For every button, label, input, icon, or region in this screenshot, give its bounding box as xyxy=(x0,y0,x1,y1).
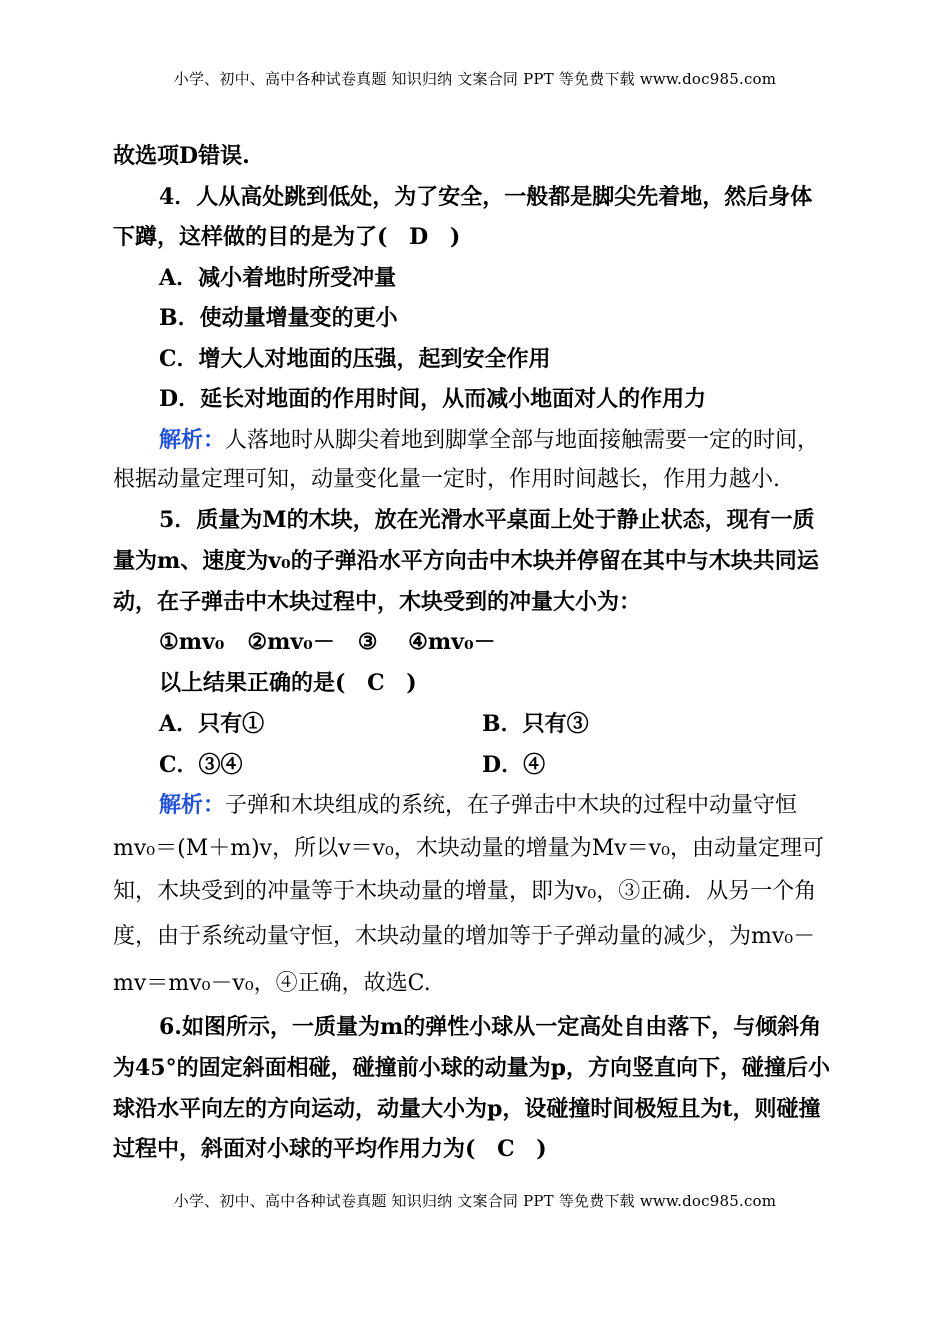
q6-stem-line-3: 球沿水平向左的方向运动，动量大小为p，设碰撞时间极短且为t，则碰撞 xyxy=(113,1096,821,1122)
q4-analysis-text-1: 人落地时从脚尖着地到脚掌全部与地面接触需要一定的时间， xyxy=(225,428,820,453)
q4-stem-text: 下蹲，这样做的目的是为了( xyxy=(113,224,388,250)
page-footer: 小学、初中、高中各种试卷真题 知识归纳 文案合同 PPT 等免费下载 www.doc985.com xyxy=(173,1192,777,1210)
q4-option-d: D．延长对地面的作用时间，从而减小地面对人的作用力 xyxy=(159,386,707,412)
q5-stem-line-2: 量为m、速度为v₀的子弹沿水平方向击中木块并停留在其中与木块共同运 xyxy=(113,548,819,574)
q5-option-b: B．只有③ xyxy=(482,711,589,737)
q4-analysis-line-1 xyxy=(159,425,819,456)
q5-analysis-label: 解析： xyxy=(159,792,226,818)
q6-stem-line-1: 6.如图所示，一质量为m的弹性小球从一定高处自由落下，与倾斜角 xyxy=(159,1014,822,1040)
q4-option-b: B．使动量增量变的更小 xyxy=(159,305,398,331)
q5-choices: ①mv₀ ②mv₀－ ③ ④mv₀－ xyxy=(159,629,496,655)
q5-analysis-text-1: 子弹和木块组成的系统，在子弹击中木块的过程中动量守恒 xyxy=(225,793,798,818)
q5-option-c: C．③④ xyxy=(159,752,243,778)
q4-stem-line-2 xyxy=(113,222,460,252)
q5-stem-line-1: 5．质量为M的木块，放在光滑水平桌面上处于静止状态，现有一质 xyxy=(159,507,815,533)
q4-analysis-line-2: 根据动量定理可知，动量变化量一定时，作用时间越长，作用力越小. xyxy=(113,467,780,492)
previous-answer-tail: 故选项D错误. xyxy=(113,143,250,169)
q5-analysis-line-5: mv＝mv₀－v₀，④正确，故选C. xyxy=(113,971,431,996)
q5-question-line xyxy=(159,668,417,698)
q6-stem-line-2: 为45°的固定斜面相碰，碰撞前小球的动量为p，方向竖直向下，碰撞后小 xyxy=(113,1055,831,1081)
q4-close-paren: ) xyxy=(449,224,461,250)
q6-stem-line-4 xyxy=(113,1134,547,1164)
q4-answer: D xyxy=(409,224,429,250)
q5-option-a: A．只有① xyxy=(159,711,265,737)
q5-answer: C xyxy=(367,670,385,696)
q5-analysis-line-4: 度，由于系统动量守恒，木块动量的增加等于子弹动量的减少，为mv₀－ xyxy=(113,924,816,949)
q5-analysis-line-1 xyxy=(159,790,797,821)
q4-stem-line-1: 4．人从高处跳到低处，为了安全，一般都是脚尖先着地，然后身体 xyxy=(159,184,813,210)
q5-option-d: D．④ xyxy=(482,752,546,778)
q6-close-paren: ) xyxy=(536,1136,547,1162)
q4-option-c: C．增大人对地面的压强，起到安全作用 xyxy=(159,346,551,372)
q6-answer: C xyxy=(497,1136,515,1162)
q5-close-paren: ) xyxy=(406,670,417,696)
q6-stem-text: 过程中，斜面对小球的平均作用力为( xyxy=(113,1136,476,1162)
q5-analysis-line-2: mv₀＝(M＋m)v，所以v＝v₀，木块动量的增量为Mv＝v₀，由动量定理可 xyxy=(113,836,824,861)
q4-option-a: A．减小着地时所受冲量 xyxy=(159,265,397,291)
q5-analysis-line-3: 知，木块受到的冲量等于木块动量的增量，即为v₀，③正确．从另一个角 xyxy=(113,879,817,904)
page-header: 小学、初中、高中各种试卷真题 知识归纳 文案合同 PPT 等免费下载 www.doc985.com xyxy=(173,70,777,88)
q4-analysis-label: 解析： xyxy=(159,427,226,453)
q5-stem-line-3: 动，在子弹击中木块过程中，木块受到的冲量大小为： xyxy=(113,589,642,615)
q5-question-text: 以上结果正确的是( xyxy=(159,670,346,696)
